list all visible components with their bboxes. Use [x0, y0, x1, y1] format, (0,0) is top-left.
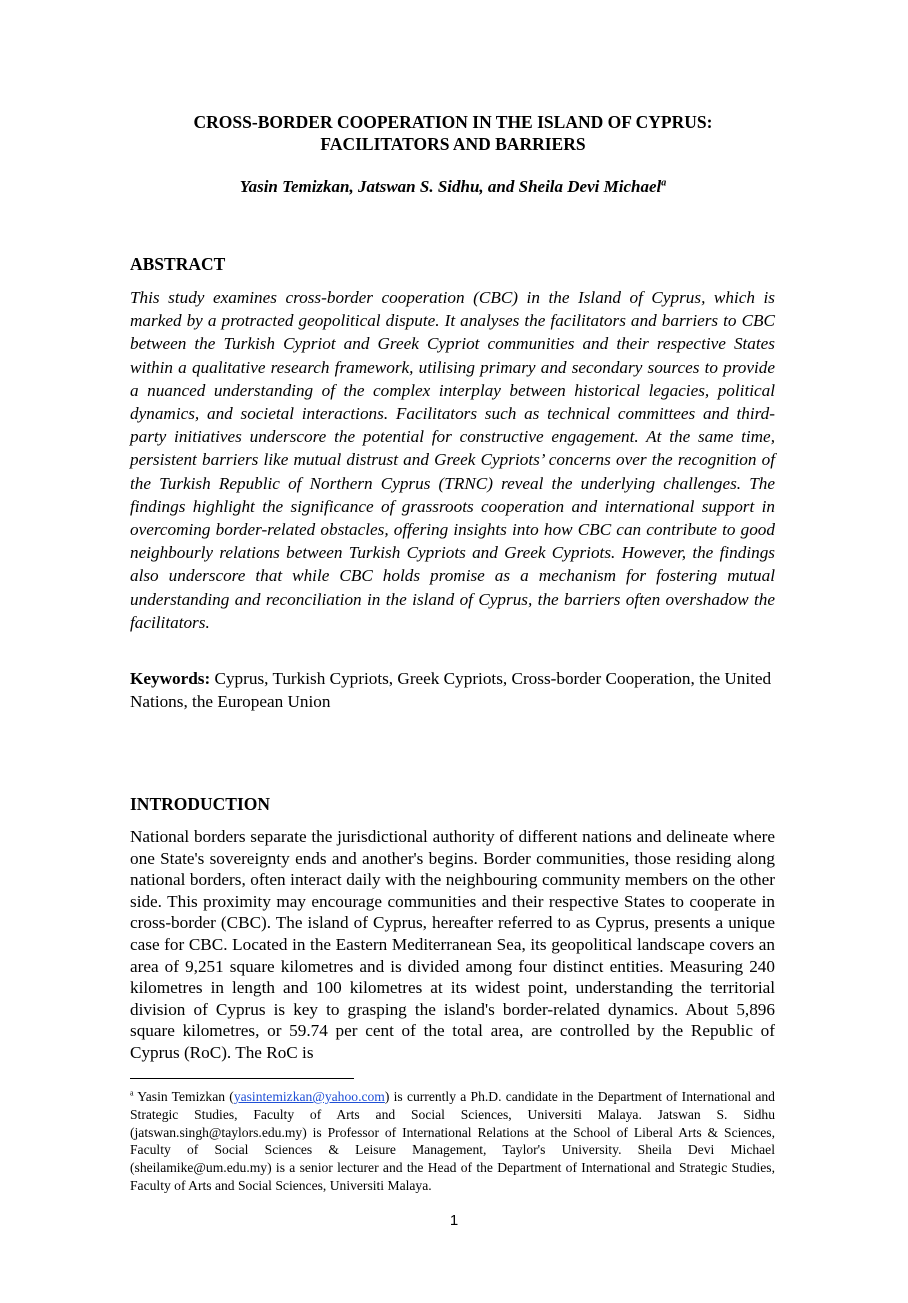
- keywords-label: Keywords:: [130, 669, 211, 688]
- keywords-text: Cyprus, Turkish Cypriots, Greek Cypriots, Cross-border Cooperation, the United Nations, the European Union: [130, 669, 772, 711]
- introduction-text: National borders separate the jurisdictional authority of different nations and delineate where one State's sovereignty ends and another's begins. Border communities, those residing along national borders, often interact daily with the neighbouring community members on the other side. This proximity may encourage communities and their respective States to cooperate in cross-border (CBC). The island of Cyprus, hereafter referred to as Cyprus, presents a unique case for CBC. Located in the Eastern Mediterranean Sea, its geopolitical landscape covers an area of 9,251 square kilometres and is divided among four distinct entities. Measuring 240 kilometres in length and 100 kilometres at its widest point, understanding the territorial division of Cyprus is key to grasping the island's border-related dynamics. About 5,896 square kilometres, or 59.74 per cent of the total area, are controlled by the Republic of Cyprus (RoC). The RoC is: [130, 827, 775, 1062]
- keywords: [130, 668, 775, 713]
- introduction-heading: INTRODUCTION: [130, 794, 271, 814]
- footnote-text: ) is currently a Ph.D. candidate in the Department of International and Strategic Studies, Faculty of Arts and Social Sciences, Universiti Malaya. Jatswan S. Sidhu (jatswan.singh@taylors.edu.my) is Professor of International Relations at the School of Liberal Arts & Sciences, Faculty of Social Sciences & Leisure Management, Taylor's University. Sheila Devi Michael (sheilamike@um.edu.my) is a senior lecturer and the Head of the Department of International and Strategic Studies, Faculty of Arts and Social Sciences, Universiti Malaya.: [130, 1089, 775, 1193]
- page-number: 1: [449, 1212, 459, 1229]
- author-list: [130, 176, 776, 198]
- title-line-1: CROSS-BORDER COOPERATION IN THE ISLAND OF CYPRUS:: [193, 112, 713, 132]
- title-line-2: FACILITATORS AND BARRIERS: [320, 134, 586, 154]
- paper-title: [130, 111, 776, 155]
- abstract-heading: ABSTRACT: [130, 254, 226, 274]
- footnote-email-link[interactable]: yasintemizkan@yahoo.com: [233, 1089, 385, 1104]
- footnote-name: Yasin Temizkan (: [137, 1089, 234, 1104]
- footnote-marker: a: [130, 1088, 134, 1098]
- authors-footnote-marker[interactable]: a: [661, 177, 667, 189]
- authors-text: Yasin Temizkan, Jatswan S. Sidhu, and Sheila Devi Michael: [239, 177, 662, 196]
- abstract-text: This study examines cross-border cooperation (CBC) in the Island of Cyprus, which is marked by a protracted geopolitical dispute. It analyses the facilitators and barriers to CBC between the Turkish Cypriot and Greek Cypriot communities and their respective States within a qualitative research framework, utilising primary and secondary sources to provide a nuanced understanding of the complex interplay between historical legacies, political dynamics, and societal interactions. Facilitators such as technical committees and third-party initiatives underscore the potential for constructive engagement. At the same time, persistent barriers like mutual distrust and Greek Cypriots’ concerns over the recognition of the Turkish Republic of Northern Cyprus (TRNC) reveal the underlying challenges. The findings highlight the significance of grassroots cooperation and international support in overcoming border-related obstacles, offering insights into how CBC can contribute to good neighbourly relations between Turkish Cypriots and Greek Cypriots. However, the findings also underscore that while CBC holds promise as a mechanism for fostering mutual understanding and reconciliation in the island of Cyprus, the barriers often overshadow the facilitators.: [130, 288, 775, 632]
- footnote-separator: [130, 1078, 354, 1079]
- footnote: [130, 1088, 775, 1195]
